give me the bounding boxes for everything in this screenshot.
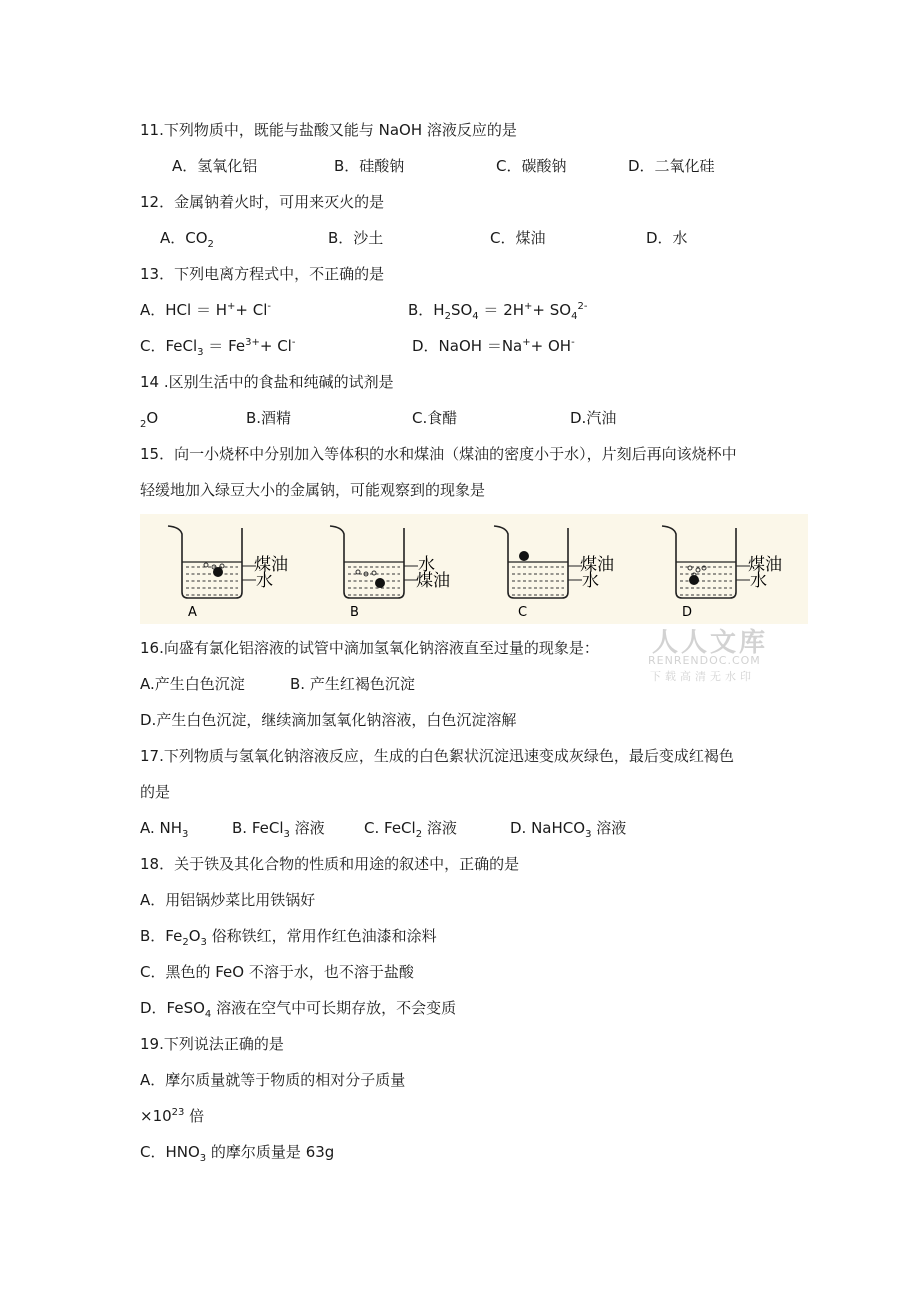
beaker-a (168, 526, 288, 620)
beaker-d (662, 526, 782, 620)
q12-option-d: D．水 (646, 229, 688, 247)
q13-option-b: B．$H_2SO_4 = 2H^++ SO_4^{2-}$ (408, 301, 588, 322)
beaker-b-top-label: 水 (418, 555, 435, 575)
q14-stem: 14 .区别生活中的食盐和纯碱的试剂是 (140, 373, 394, 391)
q13-option-c: C．FeCl$_3$ ＝ $Fe^{3+}+ Cl^-$ (140, 337, 296, 358)
q17-option-d: D. NaHCO$_3$ 溶液 (510, 819, 627, 840)
beaker-c-bottom-label: 水 (582, 571, 599, 591)
watermark-site: RENRENDOC.COM (648, 654, 761, 667)
q18-stem: 18．关于铁及其化合物的性质和用途的叙述中，正确的是 (140, 855, 520, 873)
beaker-figure (140, 514, 808, 624)
beaker-d-letter: D (682, 605, 693, 620)
q13-option-a: A．HCl ＝ H++ Cl- (140, 301, 271, 319)
q16-option-d: D.产生白色沉淀，继续滴加氢氧化钠溶液，白色沉淀溶解 (140, 711, 517, 729)
beaker-a-letter: A (188, 605, 197, 620)
beaker-c-letter: C (518, 605, 528, 620)
q15-stem-line2: 轻缓地加入绿豆大小的金属钠，可能观察到的现象是 (140, 481, 486, 499)
q14-option-a: $_2$O (140, 409, 159, 430)
q13-option-d: D．NaOH ＝Na++ OH- (412, 337, 575, 355)
q18-option-a: A．用铝锅炒菜比用铁锅好 (140, 891, 316, 909)
q17-option-c: C. FeCl$_2$ 溶液 (364, 819, 457, 840)
q18-option-c: C．黑色的 FeO 不溶于水，也不溶于盐酸 (140, 963, 414, 981)
q18-option-b: B．$Fe_2O_3$ 俗称铁红，常用作红色油漆和涂料 (140, 927, 437, 948)
q17-option-b: B. FeCl$_3$ 溶液 (232, 819, 325, 840)
beaker-a-bottom-label: 水 (256, 571, 273, 591)
q11-option-d: D．二氧化硅 (628, 157, 715, 175)
beaker-b-bottom-label: 煤油 (416, 571, 450, 591)
beaker-c-top-label: 煤油 (580, 555, 614, 575)
beaker-d-bottom-label: 水 (750, 571, 767, 591)
q14-option-c: C.食醋 (412, 409, 458, 427)
q12-stem: 12．金属钠着火时，可用来灭火的是 (140, 193, 385, 211)
q16-stem: 16.向盛有氯化铝溶液的试管中滴加氢氧化钠溶液直至过量的现象是： (140, 639, 599, 657)
q17-stem-line1: 17.下列物质与氢氧化钠溶液反应，生成的白色絮状沉淀迅速变成灰绿色，最后变成红褐色 (140, 747, 734, 765)
watermark-subtitle: 下载高清无水印 (650, 670, 755, 683)
q11-option-b: B．硅酸钠 (334, 157, 405, 175)
beaker-a-top-label: 煤油 (254, 555, 288, 575)
beaker-d-top-label: 煤油 (748, 555, 782, 575)
beaker-b (330, 526, 450, 620)
q11-stem: 11.下列物质中，既能与盐酸又能与 NaOH 溶液反应的是 (140, 121, 517, 139)
q12-option-a: A．$CO_2$ (160, 229, 214, 250)
q18-option-d: D．FeSO$_4$ 溶液在空气中可长期存放，不会变质 (140, 999, 457, 1020)
q14-option-d: D.汽油 (570, 409, 617, 427)
q12-option-c: C．煤油 (490, 229, 546, 247)
q16-option-a: A.产生白色沉淀 (140, 675, 245, 693)
q16-option-b: B. 产生红褐色沉淀 (290, 675, 415, 693)
q11-option-c: C．碳酸钠 (496, 157, 567, 175)
q19-stem: 19.下列说法正确的是 (140, 1035, 284, 1053)
q15-stem-line1: 15．向一小烧杯中分别加入等体积的水和煤油（煤油的密度小于水），片刻后再向该烧杯中 (140, 445, 737, 463)
watermark-title: 人人文库 (652, 628, 769, 658)
q14-option-b: B.酒精 (246, 409, 292, 427)
beakers-svg (140, 514, 808, 624)
beaker-b-letter: B (350, 605, 359, 620)
q17-stem-line2: 的是 (140, 783, 171, 801)
q11-option-a: A．氢氧化铝 (172, 157, 258, 175)
q19-option-a: A．摩尔质量就等于物质的相对分子质量 (140, 1071, 406, 1089)
q19-option-c: C．$HNO_3$ 的摩尔质量是 63g (140, 1143, 335, 1164)
q12-option-b: B．沙土 (328, 229, 384, 247)
q19-option-b: $\times 10^{23}$ 倍 (140, 1107, 205, 1125)
watermark (646, 622, 776, 684)
beaker-c (494, 526, 614, 620)
q17-option-a: A. $NH_3$ (140, 819, 189, 840)
q13-stem: 13．下列电离方程式中，不正确的是 (140, 265, 385, 283)
